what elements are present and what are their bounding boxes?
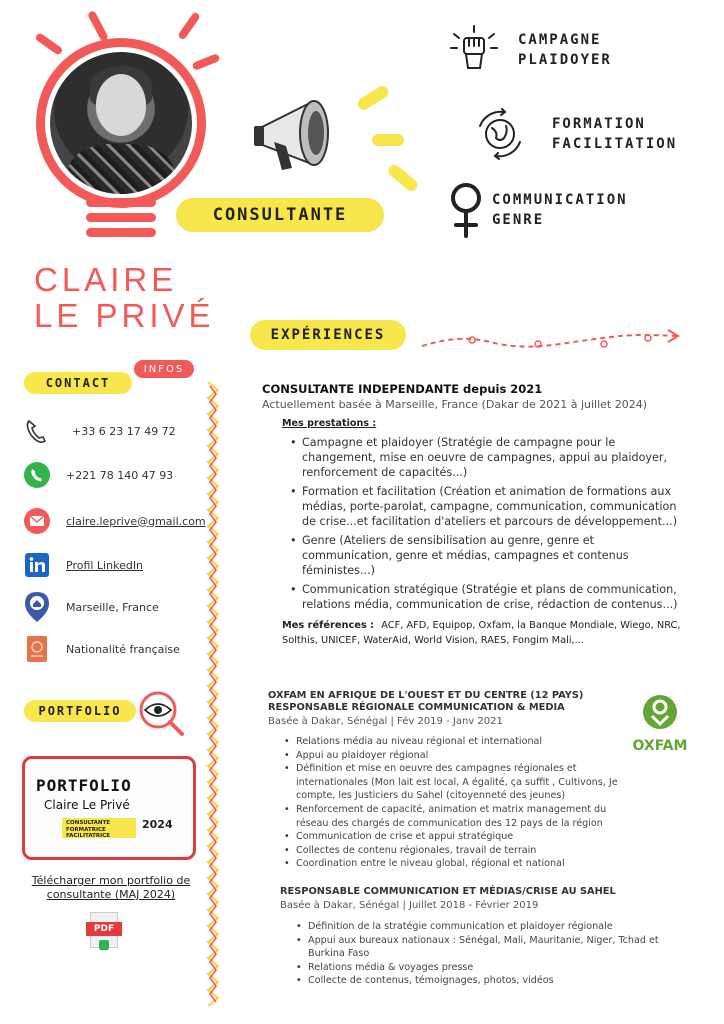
contact-badge: CONTACT — [24, 372, 132, 394]
job3-block — [280, 886, 680, 988]
contact-text: +221 78 140 47 93 — [66, 468, 174, 482]
passport-icon — [22, 634, 52, 664]
service-line1: CAMPAGNE — [518, 32, 602, 48]
consultante-badge: CONSULTANTE — [176, 198, 384, 232]
bulb-neck — [86, 198, 156, 244]
dashed-arrow-decoration — [420, 326, 684, 356]
experiences-badge: EXPÉRIENCES — [250, 320, 406, 350]
portfolio-card-subtitle: Claire Le Privé — [44, 798, 130, 812]
contact-location — [22, 592, 159, 622]
contact-text: Nationalité française — [66, 642, 180, 656]
email-icon — [22, 506, 52, 536]
list-item: • Communication de crise et appui stratégique — [282, 830, 628, 844]
job2-list — [282, 735, 628, 871]
raised-fist-icon — [448, 24, 500, 76]
service-communication — [440, 180, 628, 240]
oxfam-wordmark: OXFAM — [632, 738, 688, 754]
pdf-download-icon[interactable] — [86, 912, 122, 952]
contact-text[interactable]: claire.leprive@gmail.com — [66, 514, 206, 528]
contact-phone[interactable] — [22, 416, 176, 446]
list-item: • Définition et mise en oeuvre des campagnes régionales et internationales (Mon lait est local, A égalité, ça suffit , Cultivons, Je compte, les Justiciers du Sahel (citoyenneté des jeunes) — [282, 762, 628, 803]
list-item: • Définition de la stratégie communication et plaidoyer régionale — [294, 920, 680, 934]
contact-text[interactable]: Profil LinkedIn — [66, 558, 144, 572]
portfolio-card-tag: CONSULTANTE FORMATRICE FACILITATRICE — [62, 818, 136, 838]
megaphone-ray — [372, 134, 404, 146]
list-item: • Collecte de contenus, témoignages, photos, vidéos — [294, 974, 680, 988]
linkedin-icon — [22, 550, 52, 580]
job1-block — [262, 382, 682, 648]
megaphone-icon — [252, 80, 362, 190]
pdf-label: PDF — [86, 922, 122, 936]
portfolio-card-title: PORTFOLIO — [36, 776, 132, 795]
job3-list — [294, 920, 680, 988]
job1-title: CONSULTANTE INDEPENDANTE depuis 2021 — [262, 382, 543, 396]
infos-badge: INFOS — [134, 360, 194, 378]
profile-photo — [50, 52, 192, 194]
contact-linkedin[interactable] — [22, 550, 143, 580]
service-line1: FORMATION — [552, 116, 646, 132]
candidate-name — [34, 262, 215, 334]
list-item: • Relations média & voyages presse — [294, 961, 680, 975]
job3-location: Basée à Dakar, Sénégal | Juillet 2018 - Février 2019 — [280, 900, 539, 911]
first-name: CLAIRE — [34, 261, 178, 298]
whatsapp-icon — [22, 460, 52, 490]
female-symbol-icon — [440, 180, 492, 240]
service-formation — [474, 108, 677, 160]
megaphone-ray — [386, 162, 420, 193]
job1-references — [282, 618, 682, 648]
phone-icon — [22, 416, 52, 446]
last-name: LE PRIVÉ — [34, 297, 215, 334]
bulb-ray — [34, 32, 63, 56]
contact-nationality — [22, 634, 180, 664]
job2-location: Basée à Dakar, Sénégal | Fév 2019 - Janv 2021 — [268, 716, 503, 727]
portfolio-card-year: 2024 — [142, 818, 173, 831]
references-text: ACF, AFD, Equipop, Oxfam, la Banque Mondiale, Wiego, NRC, Solthis, UNICEF, WaterAid, World Vision, RAES, Fongim Mali,... — [282, 620, 681, 646]
list-item: • Appui aux bureaux nationaux : Sénégal, Mali, Mauritanie, Niger, Tchad et Burkina Faso — [294, 934, 680, 961]
job1-list — [288, 435, 682, 612]
service-line2: FACILITATION — [552, 136, 678, 152]
list-item: • Coordination entre le niveau global, régional et national — [282, 857, 628, 871]
service-line1: COMMUNICATION — [492, 192, 628, 208]
job1-location: Actuellement basée à Marseille, France (Dakar de 2021 à juillet 2024) — [262, 398, 648, 411]
location-icon — [22, 592, 52, 622]
portfolio-download-link[interactable]: Télécharger mon portfolio de consultante (MAJ 2024) — [31, 874, 191, 901]
contact-whatsapp[interactable] — [22, 460, 173, 490]
list-item: • Campagne et plaidoyer (Stratégie de campagne pour le changement, mise en oeuvre de campagnes, appui au plaidoyer, renforcement de capacités...) — [288, 435, 682, 480]
job2-title: RESPONSABLE RÉGIONALE COMMUNICATION & MEDIA — [268, 702, 565, 713]
service-campagne — [448, 24, 612, 76]
job2-org: OXFAM EN AFRIQUE DE L'OUEST ET DU CENTRE (12 PAYS) — [268, 690, 584, 701]
job2-block — [268, 690, 628, 871]
zigzag-divider — [206, 382, 220, 1012]
job3-title: RESPONSABLE COMMUNICATION ET MÉDIAS/CRISE AU SAHEL — [280, 886, 616, 897]
list-item: • Communication stratégique (Stratégie et plans de communication, relations média, communication de crise, rédaction de contenus...) — [288, 582, 682, 612]
list-item: • Genre (Ateliers de sensibilisation au genre, genre et communication, genre et médias, campagnes et contenus féministes...) — [288, 533, 682, 578]
bulb-ray — [177, 11, 201, 40]
list-item: • Formation et facilitation (Création et animation de formations aux médias, porte-parolat, campagne, communication, communication de crise...et facilitation d'ateliers et parcours de développement...) — [288, 484, 682, 529]
contact-text: +33 6 23 17 49 72 — [72, 424, 176, 438]
job1-prestations-label: Mes prestations : — [282, 418, 377, 429]
contact-email[interactable] — [22, 506, 206, 536]
contact-text: Marseille, France — [66, 600, 159, 614]
list-item: • Collectes de contenu régionales, travail de terrain — [282, 844, 628, 858]
eye-magnifier-icon — [136, 690, 186, 736]
globe-cycle-icon — [474, 108, 526, 160]
references-label: Mes références : — [282, 620, 375, 631]
oxfam-logo — [632, 694, 688, 754]
bulb-ray — [87, 10, 109, 42]
service-line2: PLAIDOYER — [518, 52, 612, 68]
list-item: • Renforcement de capacité, animation et matrix management du réseau des chargés de communication des 12 pays de la région — [282, 803, 628, 830]
portfolio-badge: PORTFOLIO — [24, 700, 136, 722]
service-line2: GENRE — [492, 212, 545, 228]
list-item: • Appui au plaidoyer régional — [282, 749, 628, 763]
bulb-ray — [192, 53, 221, 71]
list-item: • Relations média au niveau régional et international — [282, 735, 628, 749]
